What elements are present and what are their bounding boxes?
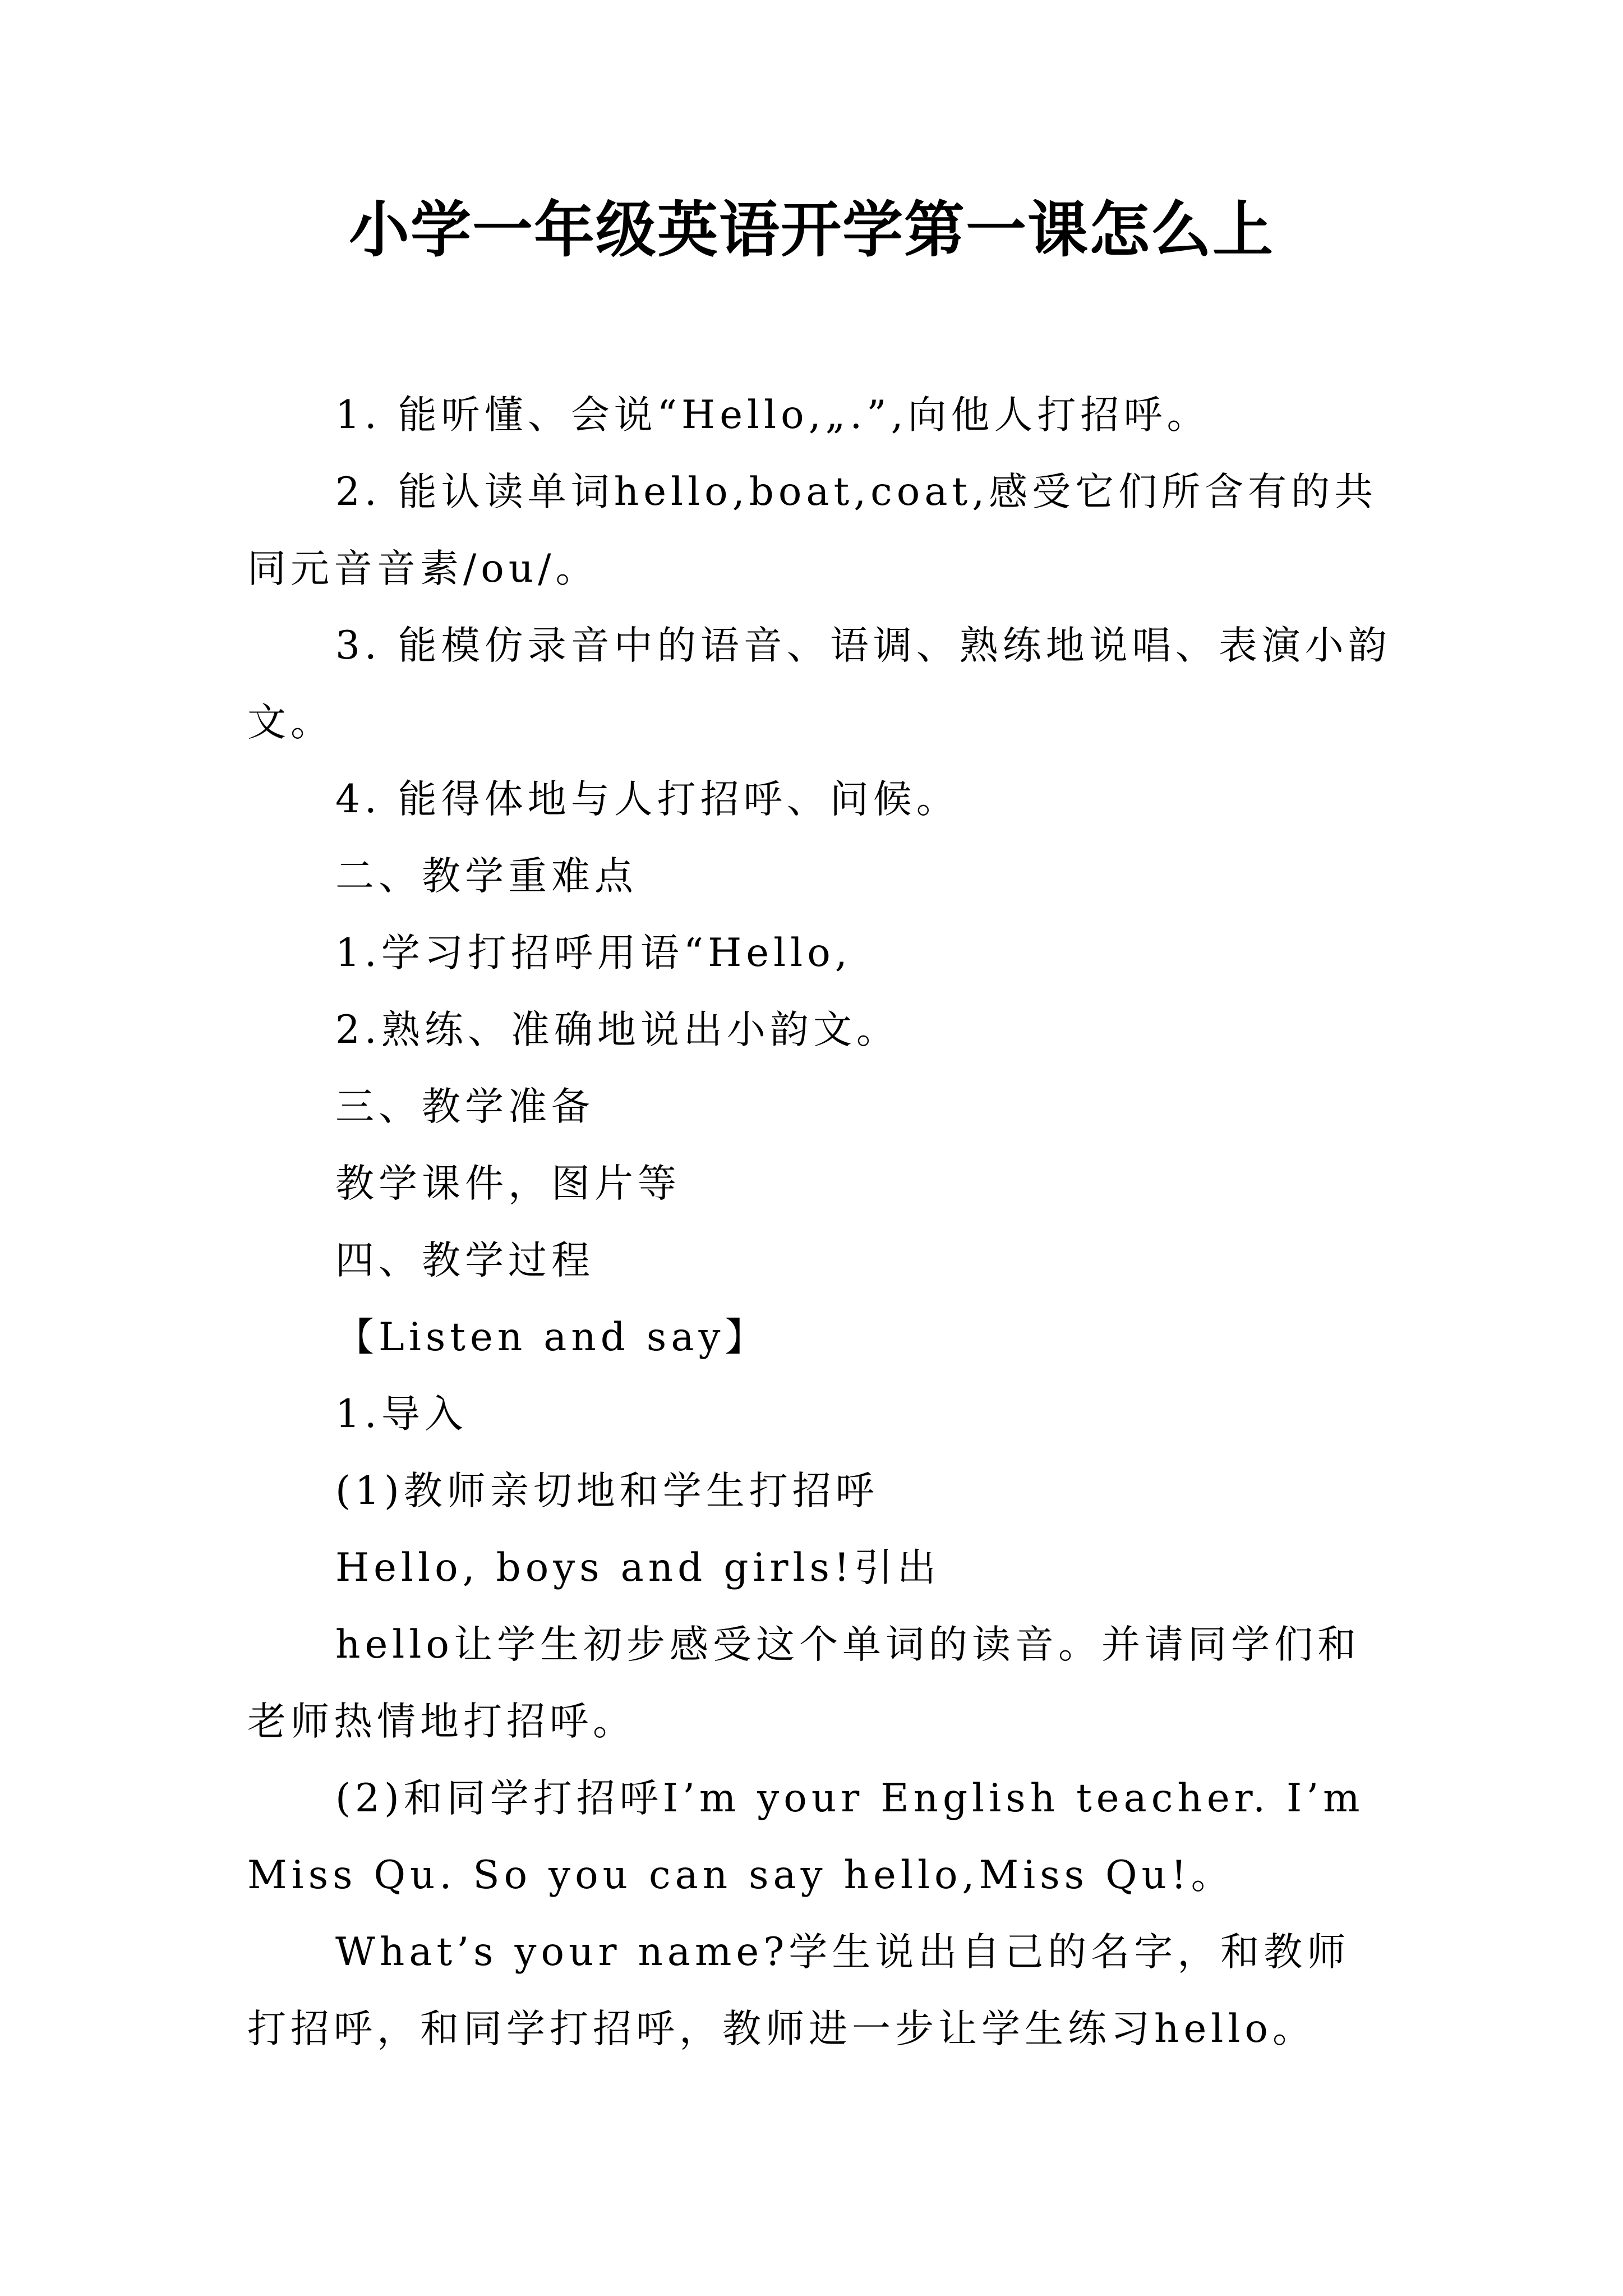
paragraph-step-1: (1)教师亲切地和学生打招呼 <box>335 1469 879 1513</box>
section-heading-process: 四、教学过程 <box>335 1238 594 1283</box>
paragraph-key-point-1: 1.学习打招呼用语“Hello, <box>335 931 852 976</box>
paragraph-listen-and-say: 【Listen and say】 <box>335 1315 768 1360</box>
paragraph-hello-practice: hello让学生初步感受这个单词的读音。并请同学们和老师热情地打招呼。 <box>247 1622 1361 1744</box>
section-heading-preparation: 三、教学准备 <box>335 1084 594 1129</box>
paragraph-greeting: Hello, boys and girls!引出 <box>335 1545 940 1590</box>
document-title: 小学一年级英语开学第一课怎么上 <box>348 195 1274 265</box>
paragraph-objective-3: 3. 能模仿录音中的语音、语调、熟练地说唱、表演小韵文。 <box>247 623 1391 745</box>
paragraph-objective-2: 2. 能认读单词hello,boat,coat,感受它们所含有的共同元音音素/ou/。 <box>247 470 1378 591</box>
paragraph-step-2: (2)和同学打招呼I’m your English teacher. I’m Miss Qu. So you can say hello,Miss Qu!。 <box>247 1776 1364 1898</box>
paragraph-objective-1: 1. 能听懂、会说“Hello,„.”,向他人打招呼。 <box>335 393 1210 438</box>
paragraph-introduction: 1.导入 <box>335 1392 468 1437</box>
paragraph-name-practice: What’s your name?学生说出自己的名字，和教师打招呼，和同学打招呼，教师进一步让学生练习hello。 <box>247 1930 1350 2051</box>
document-body <box>247 377 1391 2068</box>
paragraph-preparation: 教学课件，图片等 <box>335 1161 681 1206</box>
paragraph-objective-4: 4. 能得体地与人打招呼、问候。 <box>335 777 960 822</box>
paragraph-key-point-2: 2.熟练、准确地说出小韵文。 <box>335 1007 900 1052</box>
section-heading-key-points: 二、教学重难点 <box>335 854 638 899</box>
